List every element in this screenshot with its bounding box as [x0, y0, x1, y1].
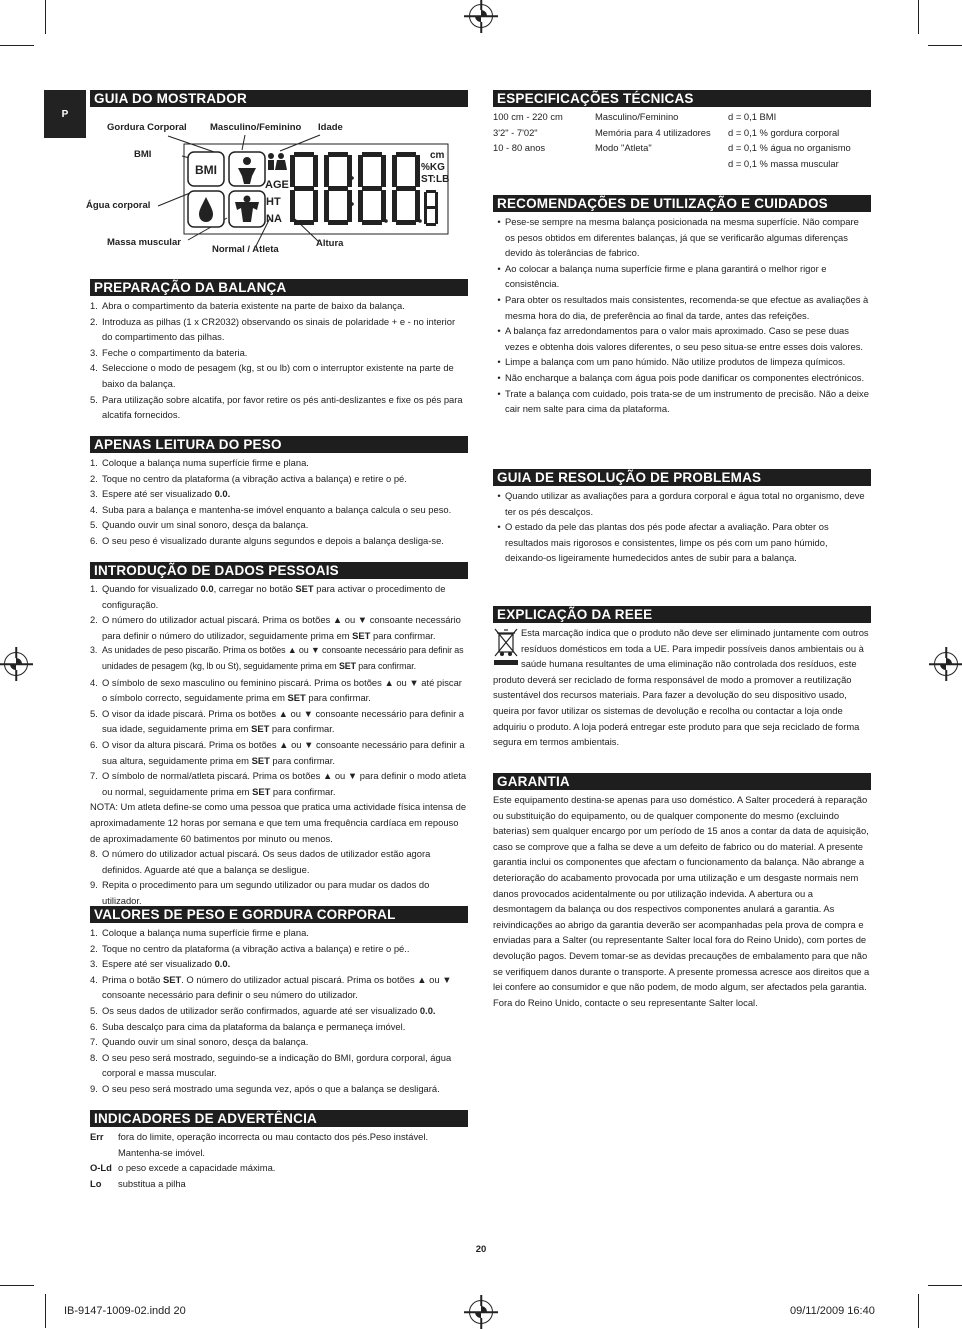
registration-mark-icon	[4, 652, 28, 676]
list-item: 5. Quando ouvir um sinal sonoro, desça da balança.	[90, 519, 309, 531]
male-icon	[268, 160, 274, 170]
section-header: GUIA DO MOSTRADOR	[90, 90, 468, 107]
weee-section	[493, 606, 871, 750]
section-header: APENAS LEITURA DO PESO	[90, 436, 468, 453]
troubleshooting-list	[493, 488, 871, 566]
up-arrow-icon: ▲	[287, 645, 297, 656]
preparation-section	[90, 279, 468, 423]
crop-mark	[918, 0, 919, 34]
list-item: 3. Espere até ser visualizado 0.0.	[90, 958, 231, 970]
display-diagram	[86, 118, 468, 268]
warning-code: Err	[90, 1131, 104, 1142]
label-body-fat: Gordura Corporal	[107, 122, 187, 133]
crop-mark	[0, 1285, 34, 1286]
down-arrow-icon: ▼	[310, 645, 320, 656]
weee-text-block	[493, 625, 871, 750]
list-item: • Trate a balança com cuidado, pois trata-se de um instrumento de precisão. Não a deixe cair nem salte para cima da plataforma.	[497, 387, 869, 415]
lcd-decimal-point	[350, 176, 354, 180]
personal-data-section	[90, 562, 468, 908]
label-normal-athlete: Normal / Atleta	[212, 244, 279, 255]
down-arrow-icon: ▼	[304, 738, 314, 750]
down-arrow-icon: ▼	[442, 973, 452, 985]
athlete-head-icon	[244, 196, 251, 203]
up-arrow-icon: ▲	[384, 676, 394, 688]
footer-file: IB-9147-1009-02.indd 20	[64, 1305, 186, 1317]
warning-description: o peso excede a capacidade máxima.	[118, 1162, 276, 1174]
crop-mark	[928, 1285, 962, 1286]
section-header: GARANTIA	[493, 773, 871, 790]
list-item: 2. O número do utilizador actual piscará. Prima os botões ▲ ou ▼ consoante necessário para definir o número do utilizador, seguidamente prima em SET para confirmar.	[90, 614, 461, 641]
registration-mark-icon	[934, 652, 958, 676]
weight-only-list	[90, 455, 468, 549]
list-item: 8. O número do utilizador actual piscará. Os seus dados de utilizador estão agora definidos. Aguarde até que a balança se desligue.	[90, 848, 431, 875]
crop-mark	[0, 45, 34, 46]
section-header: VALORES DE PESO E GORDURA CORPORAL	[90, 906, 468, 923]
section-header: GUIA DE RESOLUÇÃO DE PROBLEMAS	[493, 469, 871, 486]
list-item: 9. Repita o procedimento para um segundo utilizador ou para mudar os dados do utilizador.	[90, 879, 430, 906]
list-item: 4. Prima o botão SET. O número do utilizador actual piscará. Prima os botões ▲ ou ▼ consoante necessário para definir o seu número do utilizador.	[90, 973, 452, 1001]
specs-col-features: Masculino/Feminino Memória para 4 utilizadores Modo "Atleta"	[595, 111, 711, 154]
personal-data-list-cont	[90, 846, 468, 908]
lcd-unit-kg: %KG	[421, 162, 445, 173]
personal-data-list	[90, 581, 468, 799]
list-item: 4. Seleccione o modo de pesagem (kg, st ou lb) com o interruptor existente na parte de baixo da balança.	[90, 362, 454, 389]
lcd-bmi-text: BMI	[195, 163, 217, 177]
lcd-unit-stlb: ST:LB	[421, 174, 450, 185]
crop-mark	[918, 1294, 919, 1328]
female-icon	[275, 160, 287, 170]
lcd-decimal-point	[418, 219, 422, 223]
list-item: 5. O visor da idade piscará. Prima os botões ▲ ou ▼ consoante necessário para definir a sua idade, seguidamente prima em SET para confirmar.	[90, 707, 465, 735]
list-item: • O estado da pele das plantas dos pés pode afectar a avaliação. Para obter os resultados mais rigorosos e consistentes, limpe os pés com um pano húmido, deixando-os ligeiramente humedecidos antes de subir para a balança.	[497, 521, 829, 564]
list-item: 3. Feche o compartimento da bateria.	[90, 346, 248, 358]
section-header: ESPECIFICAÇÕES TÉCNICAS	[493, 90, 871, 107]
list-item: 4. O símbolo de sexo masculino ou feminino piscará. Prima os botões ▲ ou ▼ até piscar o símbolo correcto, seguidamente prima em SET para confirmar.	[90, 676, 462, 704]
specs-col-resolution: d = 0,1 BMI d = 0,1 % gordura corporal d = 0,1 % água no organismo d = 0,1 % massa muscular	[728, 111, 851, 169]
lcd-na-text: NA	[266, 213, 282, 225]
warning-table	[90, 1129, 468, 1191]
warning-code: O-Ld	[90, 1162, 112, 1174]
crossed-bin-icon	[493, 626, 519, 668]
list-item: • Limpe a balança com um pano húmido. Não utilize produtos de limpeza químicos.	[497, 356, 846, 368]
lcd-unit-cm: cm	[430, 150, 445, 161]
up-arrow-icon: ▲	[322, 770, 333, 782]
lcd-decimal-point	[350, 202, 354, 206]
weight-only-section	[90, 436, 468, 549]
lcd-ht-text: HT	[266, 196, 281, 208]
language-tab: P	[44, 90, 86, 138]
list-item: 6. O seu peso é visualizado durante alguns segundos e depois a balança desliga-se.	[90, 534, 444, 546]
list-item: 2. Toque no centro da plataforma (a vibração activa a balança) e retire o pé..	[90, 942, 410, 954]
list-item: • Quando utilizar as avaliações para a gordura corporal e água total no organismo, deve ter os pés descalços.	[497, 490, 865, 517]
warnings-section	[90, 1110, 468, 1191]
list-item: 7. O símbolo de normal/atleta piscará. Prima os botões ▲ ou ▼ para definir o modo atleta ou normal, seguidamente prima em SET para confirmar.	[90, 770, 467, 797]
list-item: 1. Coloque a balança numa superfície firme e plana.	[90, 457, 309, 468]
weee-text: Esta marcação indica que o produto não deve ser eliminado juntamente com outros resíduos domésticos em toda a UE. Para impedir possíveis danos ambientais ou à saúde humana resultantes de uma eliminação não controlada dos resíduos, este produto deverá ser reciclado de forma responsável de modo a promover a reutilização sustentável dos recursos materiais. Para fazer a devolução do seu dispositivo usado, queira por favor utilizar os sistemas de devolução e recolha ou contactar a loja onde adquiriu o produto. A loja poderá entregar este produto para que seja reciclado de forma segura em termos ambientais.	[493, 627, 869, 748]
weight-fat-section	[90, 906, 468, 1097]
list-item: 6. Suba descalço para cima da plataforma da balança e permaneça imóvel.	[90, 1020, 406, 1032]
list-item: 2. Introduza as pilhas (1 x CR2032) observando os sinais de polaridade + e - no interior do compartimento das pilhas.	[90, 315, 456, 343]
troubleshooting-section	[493, 469, 871, 566]
specs-table	[493, 109, 871, 171]
warranty-text: Este equipamento destina-se apenas para uso doméstico. A Salter procederá à reparação ou substituição do equipamento, ou de qualquer componente do mesmo (excluindo baterias) sem qualquer encargo por um período de 15 anos a contar da data de aquisição, caso se comprove que a falha se deve a um defeito de fabrico ou do material. A presente garantia inclui os componentes que afectam o funcionamento da balança. Não abrange a deterioração do acabamento provocada por uma utilização e um desgaste normais nem danos provocados acidentalmente ou por utilização indevida. A abertura ou a desmontagem da balança ou dos respectivos componentes anulará a garantia. As reivindicações ao abrigo da garantia deverão ser acompanhadas pela prova de compra e enviadas para a Salter (ou representante Salter local fora do Reino Unido), com portes de devolução pagos. Devem tomar-se as devidas precauções de embalamento para que não se verifiquem danos durante o transporte. A presente promessa acresce aos direitos que a lei confere ao consumidor e que não podem, de modo algum, ser afectados pela garantia. Fora do Reino Unido, contacte o seu representante Salter local.	[493, 794, 870, 1008]
list-item: • A balança faz arredondamentos para o valor mais aproximado. Caso se pese duas vezes e obtenha dois valores diferentes, o seu peso situa-se entre esses dois valores.	[497, 325, 864, 352]
male-icon	[268, 153, 274, 159]
specs-col-range: 100 cm - 220 cm 3'2" - 7'02" 10 - 80 anos	[493, 111, 563, 154]
warning-description: substitua a pilha	[118, 1177, 186, 1189]
warranty-section	[493, 773, 871, 1010]
label-bmi: BMI	[134, 149, 152, 160]
footer-date: 09/11/2009 16:40	[790, 1305, 875, 1317]
warning-code: Lo	[90, 1177, 102, 1189]
up-arrow-icon: ▲	[332, 614, 343, 626]
list-item: 1. Abra o compartimento da bateria existente na parte de baixo da balança.	[90, 300, 405, 311]
crop-mark	[45, 0, 46, 34]
section-header: EXPLICAÇÃO DA REEE	[493, 606, 871, 623]
list-item: 8. O seu peso será mostrado, seguindo-se a indicação do BMI, gordura corporal, água corporal e massa muscular.	[90, 1051, 452, 1079]
preparation-list	[90, 298, 468, 423]
care-list	[493, 214, 871, 417]
down-arrow-icon: ▼	[357, 614, 368, 626]
list-item: 3. As unidades de peso piscarão. Prima os botões ▲ ou ▼ consoante necessário para definir as unidades de pesagem (kg, lb ou St), seguidamente prima em SET para confirmar.	[90, 645, 464, 671]
down-arrow-icon: ▼	[409, 676, 419, 688]
page-number: 20	[475, 1244, 487, 1255]
label-water: Água corporal	[86, 200, 151, 211]
lcd-age-text: AGE	[265, 179, 289, 191]
list-item: 3. Espere até ser visualizado 0.0.	[90, 488, 231, 500]
section-header: INTRODUÇÃO DE DADOS PESSOAIS	[90, 562, 468, 579]
list-item: • Não encharque a balança com água pois pode danificar os componentes electrónicos.	[497, 371, 865, 383]
list-item: 2. Toque no centro da plataforma (a vibração activa a balança) e retire o pé.	[90, 472, 407, 484]
up-arrow-icon: ▲	[417, 973, 427, 985]
athlete-note: NOTA: Um atleta define-se como uma pessoa que pratica uma actividade física intensa de aproximadamente 12 horas por semana e que tem uma frequência cardíaca em repouso de aproximadamente 60 batimentos por minuto ou menos.	[90, 801, 467, 844]
up-arrow-icon: ▲	[279, 738, 289, 750]
label-male-female: Masculino/Feminino	[210, 122, 302, 133]
crop-mark	[45, 1294, 46, 1328]
registration-mark-icon	[469, 4, 493, 28]
specs-section	[493, 90, 871, 171]
list-item: 7. Quando ouvir um sinal sonoro, desça da balança.	[90, 1036, 309, 1048]
weight-fat-list	[90, 925, 468, 1097]
section-header: RECOMENDAÇÕES DE UTILIZAÇÃO E CUIDADOS	[493, 195, 871, 212]
list-item: 5. Para utilização sobre alcatifa, por favor retire os pés anti-deslizantes e fixe os pés para alcatifa fornecidos.	[90, 393, 463, 421]
care-section	[493, 195, 871, 417]
list-item: 5. Os seus dados de utilizador serão confirmados, aguarde até ser visualizado 0.0.	[90, 1004, 436, 1016]
down-arrow-icon: ▼	[303, 707, 313, 719]
down-arrow-icon: ▼	[347, 770, 358, 782]
female-icon	[278, 153, 284, 159]
list-item: 1. Quando for visualizado 0.0, carregar no botão SET para activar o procedimento de configuração.	[90, 583, 446, 610]
crop-mark	[928, 45, 962, 46]
section-header: INDICADORES DE ADVERTÊNCIA	[90, 1110, 468, 1127]
list-item: 9. O seu peso será mostrado uma segunda vez, após o que a balança se desligará.	[90, 1082, 440, 1094]
list-item: • Para obter os resultados mais consistentes, recomenda-se que efectue as avaliações à mesma hora do dia, de preferência ao final da tarde, antes das refeições.	[497, 293, 869, 321]
display-guide-section	[90, 90, 468, 109]
list-item: • Pese-se sempre na mesma balança posicionada na mesma superfície. Não compare os pesos obtidos em diferentes balanças, já que se verificarão algumas diferenças devido às tolerâncias de fabrico.	[497, 216, 859, 259]
person-head-icon	[243, 157, 251, 165]
list-item: • Ao colocar a balança numa superfície firme e plana garantirá o melhor rigor e consistência.	[497, 262, 827, 290]
up-arrow-icon: ▲	[278, 707, 288, 719]
registration-mark-icon	[469, 1300, 493, 1324]
label-age: Idade	[318, 122, 343, 133]
label-height: Altura	[316, 238, 344, 249]
list-item: 1. Coloque a balança numa superfície firme e plana.	[90, 927, 309, 938]
warning-description: fora do limite, operação incorrecta ou mau contacto dos pés.Peso instável. Mantenha-se imóvel.	[118, 1131, 429, 1158]
lcd-decimal-point	[384, 219, 388, 223]
list-item: 4. Suba para a balança e mantenha-se imóvel enquanto a balança calcula o seu peso.	[90, 503, 452, 515]
list-item: 6. O visor da altura piscará. Prima os botões ▲ ou ▼ consoante necessário para definir a sua altura, seguidamente prima em SET para confirmar.	[90, 738, 465, 766]
label-muscle: Massa muscular	[107, 237, 181, 248]
section-header: PREPARAÇÃO DA BALANÇA	[90, 279, 468, 296]
